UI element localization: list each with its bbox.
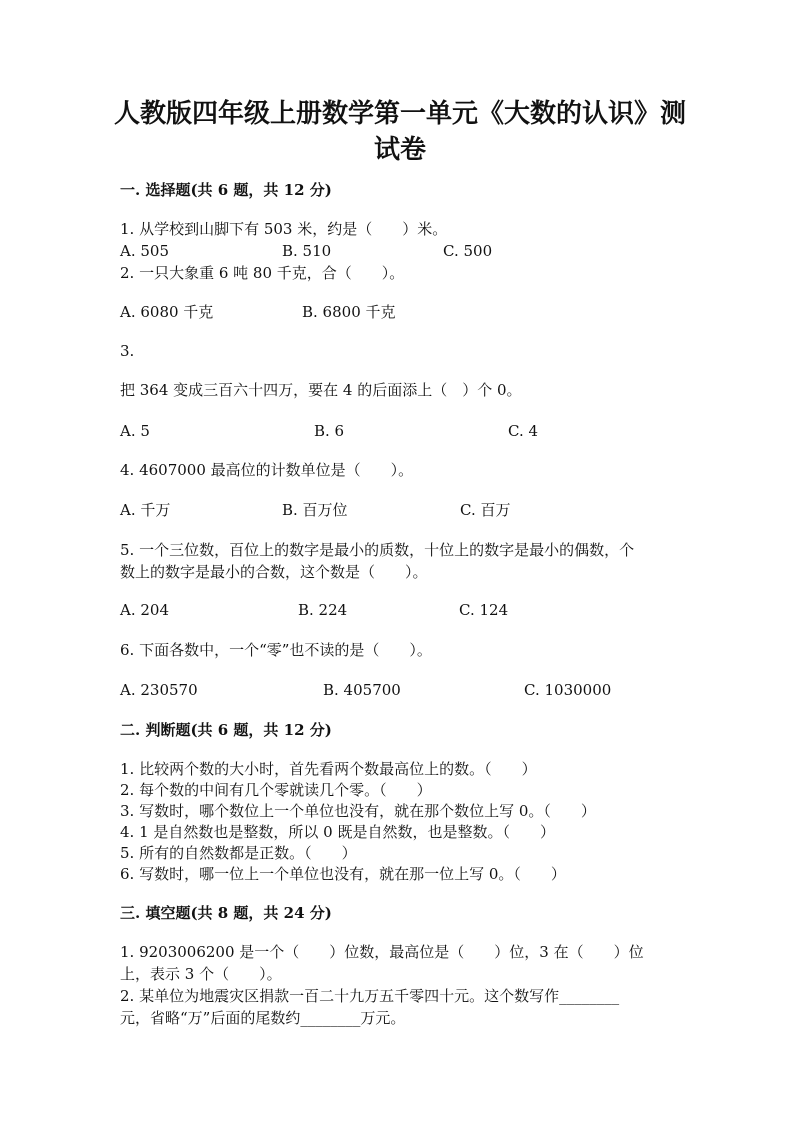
question-4-option-b: B. 百万位 [282, 501, 348, 519]
question-5-stem-line1: 5. 一个三位数，百位上的数字是最小的质数，十位上的数字是最小的偶数，个 [120, 541, 635, 559]
fill-question-1-line1: 1. 9203006200 是一个（ ）位数，最高位是（ ）位，3 在（ ）位 [120, 943, 644, 961]
question-5-option-a: A. 204 [120, 601, 169, 619]
question-4-option-c: C. 百万 [460, 501, 511, 519]
question-1-option-a: A. 505 [120, 242, 169, 260]
question-3-option-a: A. 5 [120, 422, 150, 440]
question-3-option-b: B. 6 [314, 422, 345, 440]
exam-title-line1: 人教版四年级上册数学第一单元《大数的认识》测 [113, 99, 686, 129]
judge-item-2: 2. 每个数的中间有几个零就读几个零。（ ） [120, 781, 432, 799]
question-5-stem-line2: 数上的数字是最小的合数，这个数是（ ）。 [120, 563, 428, 581]
question-5-option-b: B. 224 [298, 601, 348, 619]
fill-question-1-line2: 上，表示 3 个（ ）。 [120, 965, 282, 983]
question-3-option-c: C. 4 [508, 422, 539, 440]
judge-item-4: 4. 1 是自然数也是整数，所以 0 既是自然数，也是整数。（ ） [120, 823, 555, 841]
question-2-option-b: B. 6800 千克 [302, 303, 396, 321]
judge-item-6: 6. 写数时，哪一位上一个单位也没有，就在那一位上写 0。（ ） [120, 865, 566, 883]
fill-question-2-line2: 元，省略“万”后面的尾数约________万元。 [120, 1009, 406, 1027]
question-2-option-a: A. 6080 千克 [120, 303, 214, 321]
question-5-option-c: C. 124 [459, 601, 509, 619]
judge-item-3: 3. 写数时，哪个数位上一个单位也没有，就在那个数位上写 0。（ ） [120, 802, 596, 820]
question-4-stem: 4. 4607000 最高位的计数单位是（ ）。 [120, 461, 414, 479]
question-6-option-c: C. 1030000 [524, 681, 612, 699]
question-6-option-b: B. 405700 [323, 681, 401, 699]
question-6-option-a: A. 230570 [120, 681, 198, 699]
section-heading-true-false: 二. 判断题(共 6 题，共 12 分) [120, 721, 332, 739]
exam-title-line2: 试卷 [373, 135, 426, 165]
question-6-stem: 6. 下面各数中，一个“零”也不读的是（ ）。 [120, 641, 432, 659]
question-1-option-c: C. 500 [443, 242, 493, 260]
judge-item-1: 1. 比较两个数的大小时，首先看两个数最高位上的数。（ ） [120, 760, 537, 778]
section-heading-fill-blank: 三. 填空题(共 8 题，共 24 分) [120, 904, 332, 922]
section-heading-choice: 一. 选择题(共 6 题，共 12 分) [120, 181, 332, 199]
fill-question-2-line1: 2. 某单位为地震灾区捐款一百二十九万五千零四十元。这个数写作________ [120, 987, 620, 1005]
question-3-number: 3. [120, 342, 135, 360]
question-1-option-b: B. 510 [282, 242, 332, 260]
judge-item-5: 5. 所有的自然数都是正数。（ ） [120, 844, 357, 862]
question-1-stem: 1. 从学校到山脚下有 503 米，约是（ ）米。 [120, 220, 448, 238]
question-3-stem: 把 364 变成三百六十四万，要在 4 的后面添上（ ）个 0。 [120, 381, 522, 399]
question-2-stem: 2. 一只大象重 6 吨 80 千克，合（ ）。 [120, 264, 405, 282]
question-4-option-a: A. 千万 [120, 501, 171, 519]
